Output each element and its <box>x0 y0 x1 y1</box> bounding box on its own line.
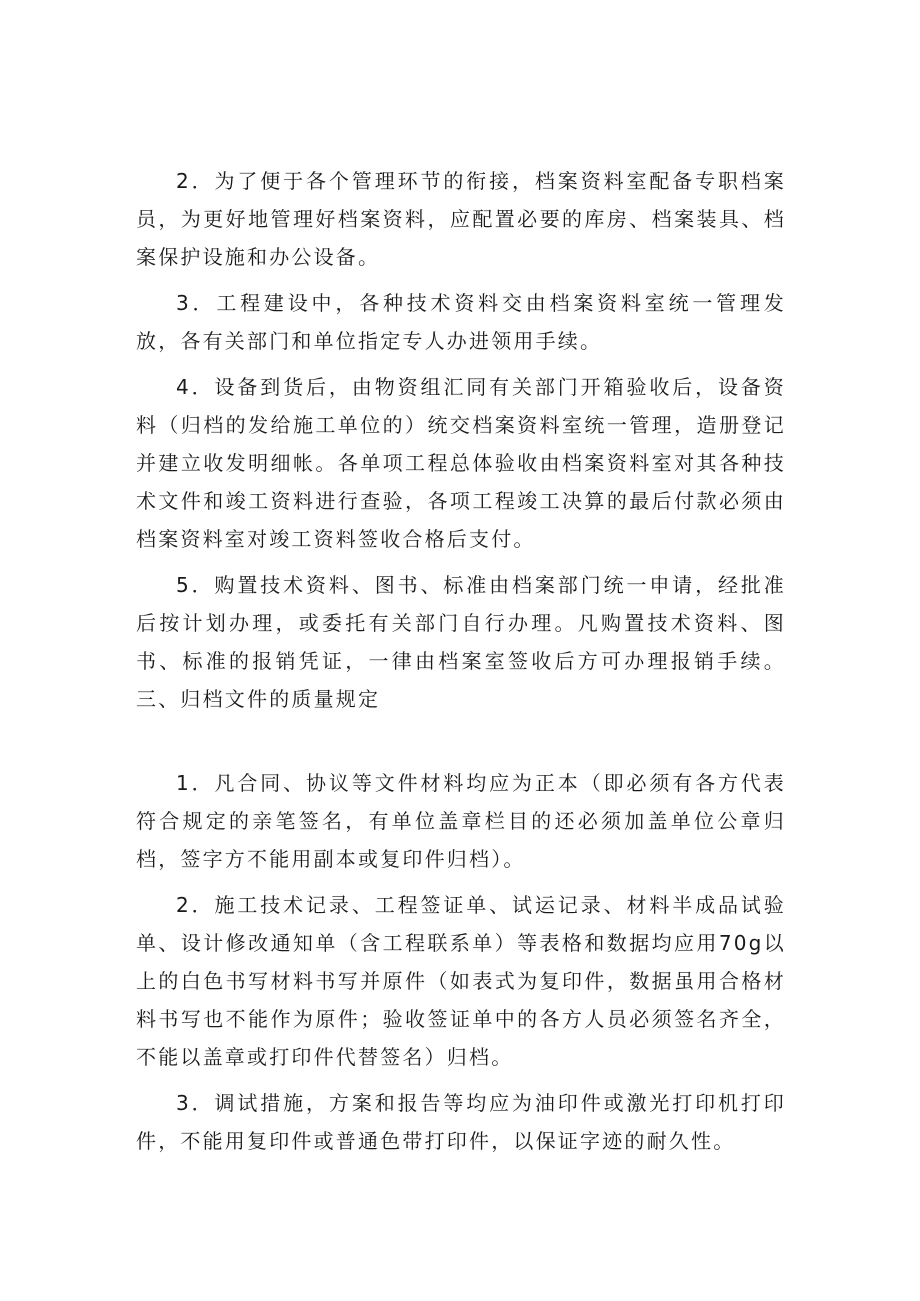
document-body <box>136 162 786 1168</box>
paragraph-item-4-equipment: 4．设备到货后，由物资组汇同有关部门开箱验收后，设备资料（归档的发给施工单位的）统交档案资料室统一管理，造册登记并建立收发明细帐。各单项工程总体验收由档案资料室对其各种技术文件和竣工资料进行查验，各项工程竣工决算的最后付款必须由档案资料室对竣工资料签收合格后支付。 <box>136 375 786 551</box>
section-spacer <box>136 726 786 764</box>
paragraph-quality-item-2-records: 2．施工技术记录、工程签证单、试运记录、材料半成品试验单、设计修改通知单（含工程联系单）等表格和数据均应用70g以上的白色书写材料书写并原件（如表式为复印件，数据虽用合格材料书写也不能作为原件；验收签证单中的各方人员必须签名齐全，不能以盖章或打印件代替签名）归档。 <box>136 893 786 1069</box>
paragraph-item-5-purchasing: 5．购置技术资料、图书、标准由档案部门统一申请，经批准后按计划办理，或委托有关部门自行办理。凡购置技术资料、图书、标准的报销凭证，一律由档案室签收后方可办理报销手续。三、归档文件的质量规定 <box>136 573 786 711</box>
paragraph-item-3-distribution: 3．工程建设中，各种技术资料交由档案资料室统一管理发放，各有关部门和单位指定专人办进领用手续。 <box>136 291 786 353</box>
paragraph-quality-item-1-contracts: 1．凡合同、协议等文件材料均应为正本（即必须有各方代表符合规定的亲笔签名，有单位盖章栏目的还必须加盖单位公章归档，签字方不能用副本或复印件归档）。 <box>136 771 786 871</box>
paragraph-item-2-staffing: 2．为了便于各个管理环节的衔接，档案资料室配备专职档案员，为更好地管理好档案资料，应配置必要的库房、档案装具、档案保护设施和办公设备。 <box>136 169 786 269</box>
paragraph-quality-item-3-printing: 3．调试措施，方案和报告等均应为油印件或激光打印机打印件，不能用复印件或普通色带打印件，以保证字迹的耐久性。 <box>136 1091 786 1153</box>
